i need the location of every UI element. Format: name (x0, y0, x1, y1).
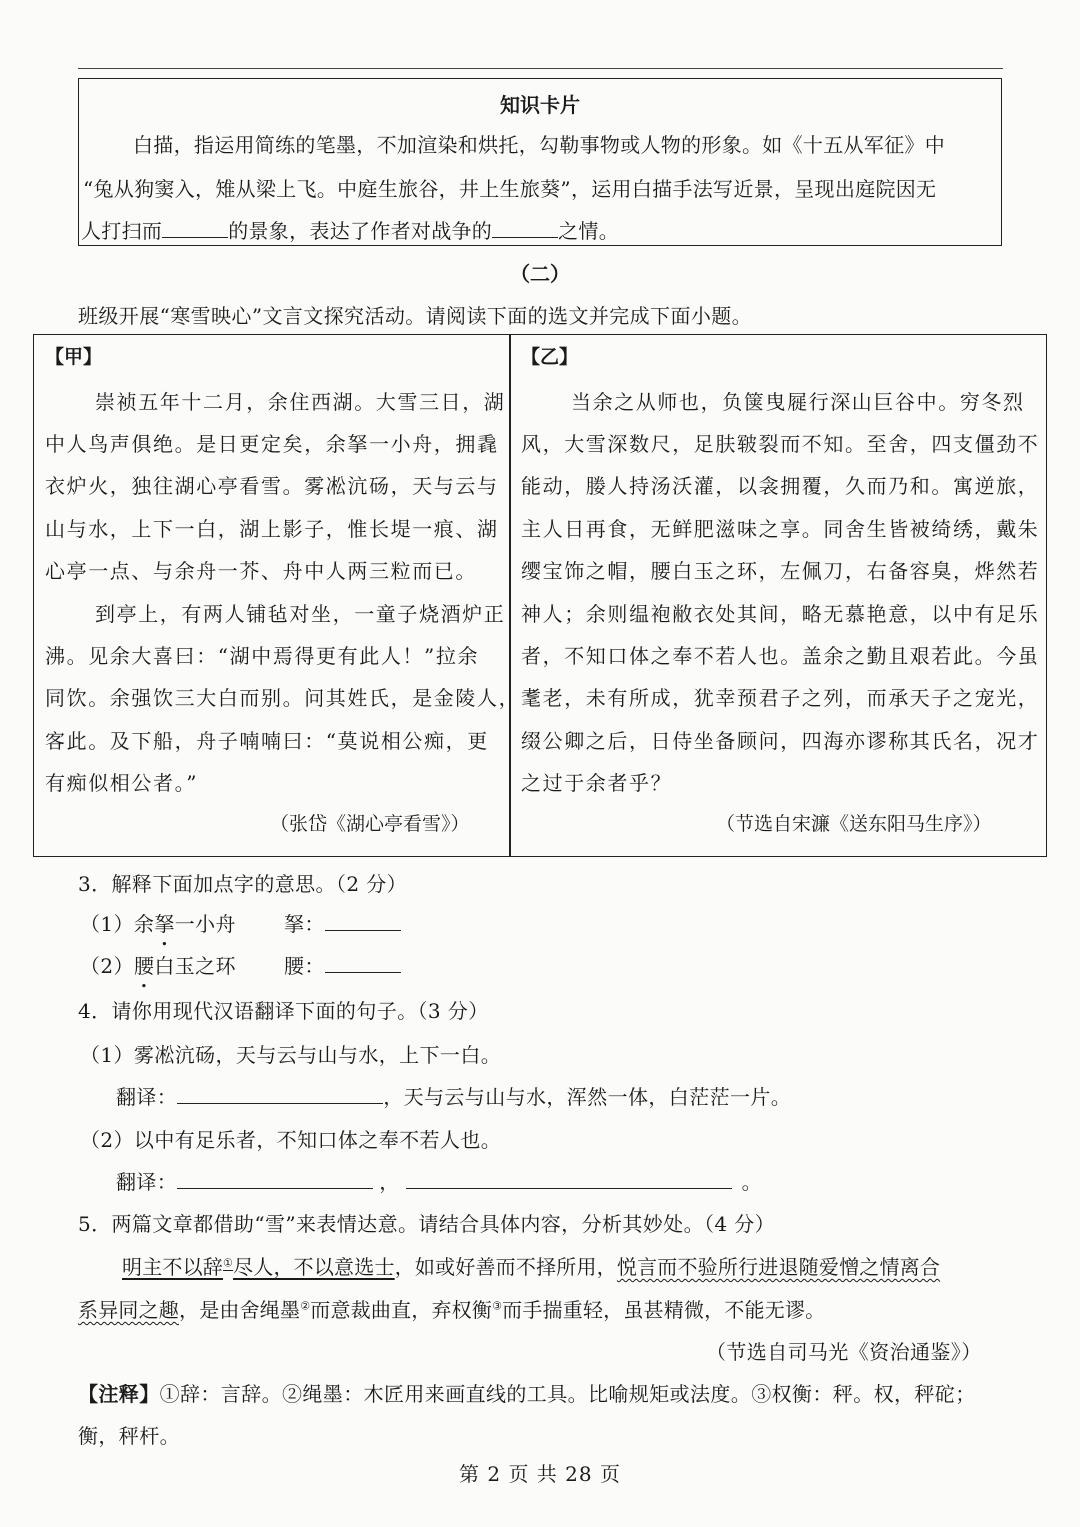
knowledge-card-line-3-a: 人打扫而 (81, 219, 163, 243)
passage-jia-tag: 【甲】 (45, 346, 103, 368)
passages-divider (509, 334, 511, 857)
passage-yi-line: 当余之从师也，负箧曳屣行深山巨谷中。穷冬烈 (571, 390, 1025, 414)
q3-answer-2 (284, 950, 401, 979)
q3-title: 3．解释下面加点字的意思。（2 分） (78, 872, 408, 896)
passage-jia-line: 到亭上，有两人铺毡对坐，一童子烧酒炉正 (95, 602, 506, 626)
q5-underlined-text: 尽人，不以意选士 (233, 1255, 395, 1279)
page-footer: 第 2 页 共 28 页 (459, 1462, 621, 1486)
q5-passage-text: ，如或好善而不择所用， (394, 1255, 617, 1279)
q3-answer-1 (284, 908, 401, 937)
q3-item-2-pre: （2） (80, 954, 134, 978)
q4-translation-2-label: 翻译： (116, 1170, 178, 1194)
q5-wavy-underlined-text: 悦言而不验所行进退随爱憎之情离合 (616, 1255, 941, 1279)
q4-translation-1-tail: ，天与云与山与水，浑然一体，白茫茫一片。 (383, 1085, 792, 1109)
passage-jia-line: 沸。见余大喜曰：“湖中焉得更有此人！”拉余 (45, 644, 480, 668)
q3-answer-1-label: 拏： (284, 912, 325, 936)
answer-blank[interactable] (177, 1170, 373, 1189)
passage-yi-line: 主人日再食，无鲜肥滋味之享。同舍生皆被绮绣，戴朱 (521, 517, 1040, 541)
q4-translation-1 (116, 1081, 791, 1110)
passage-jia-line: 同饮。余强饮三大白而别。问其姓氏，是金陵人， (45, 686, 521, 710)
q5-notes-line-1 (78, 1378, 976, 1407)
passage-jia-line: 有痴似相公者。” (45, 771, 199, 795)
answer-blank[interactable] (162, 219, 228, 238)
passage-yi-line: 风，大雪深数尺，足肤皲裂而不知。至舍，四支僵劲不 (521, 432, 1040, 456)
passage-yi-line: 神人；余则缊袍敝衣处其间，略无慕艳意，以中有足乐 (521, 602, 1040, 626)
passage-jia-source: （张岱《湖心亭看雪》） (270, 813, 470, 835)
answer-blank[interactable] (492, 219, 558, 238)
q3-item-2-dotted: 腰 (133, 954, 155, 978)
q5-footnote-mark: ① (223, 1256, 234, 1270)
passage-yi-line: 缨宝饰之帽，腰白玉之环，左佩刀，右备容臭，烨然若 (521, 559, 1040, 583)
q4-item-2: （2）以中有足乐者，不知口体之奉不若人也。 (80, 1128, 502, 1152)
passage-yi-source: （节选自宋濂《送东阳马生序》） (716, 813, 992, 835)
knowledge-card-line-3-c: 之情。 (558, 219, 620, 243)
knowledge-card-line-1: 白描，指运用简练的笔墨，不加渲染和烘托，勾勒事物或人物的形象。如《十五从军征》中 (133, 133, 945, 157)
q4-translation-1-label: 翻译： (116, 1085, 178, 1109)
q4-translation-2-period: 。 (741, 1170, 763, 1194)
q5-wavy-underlined-text: 系异同之趣 (78, 1298, 179, 1322)
q3-item-1 (80, 908, 236, 937)
q5-passage-text: 而手揣重轻，虽甚精微，不能无谬。 (502, 1298, 826, 1322)
passage-yi-line: 能动，媵人持汤沃灌，以衾拥覆，久而乃和。寓逆旅， (521, 474, 1040, 498)
q5-notes-line-2: 衡，秤杆。 (78, 1424, 180, 1448)
q5-passage-text: ，是由舍绳墨 (179, 1298, 301, 1322)
q3-item-1-pre: （1）余 (80, 912, 155, 936)
q3-item-1-dotted: 拏 (154, 912, 175, 936)
knowledge-card-line-2: “兔从狗窦入，雉从梁上飞。中庭生旅谷，井上生旅葵”，运用白描手法写近景，呈现出庭院因无 (83, 177, 937, 201)
q3-item-2-post: 白玉之环 (154, 954, 236, 978)
section-title: （二） (510, 262, 570, 286)
passage-jia-line: 心亭一点、与余舟一芥、舟中人两三粒而已。 (45, 559, 477, 583)
q3-answer-2-label: 腰： (284, 954, 325, 978)
knowledge-card-title: 知识卡片 (500, 93, 580, 117)
q5-passage-line-2 (78, 1294, 825, 1323)
q5-footnote-mark: ② (300, 1299, 311, 1313)
knowledge-card-line-3 (81, 215, 619, 244)
passage-jia-line: 客此。及下船，舟子喃喃曰：“莫说相公痴，更 (45, 729, 489, 753)
q4-translation-2-comma: ， (379, 1170, 400, 1194)
q5-passage-line-1 (122, 1251, 940, 1280)
answer-blank[interactable] (325, 912, 401, 931)
q4-title: 4．请你用现代汉语翻译下面的句子。（3 分） (78, 999, 489, 1023)
q3-item-1-post: 一小舟 (174, 912, 236, 936)
q3-item-2 (80, 950, 236, 979)
passage-jia-line: 崇祯五年十二月，余住西湖。大雪三日，湖 (95, 390, 506, 414)
passage-yi-line: 之过于余者乎？ (521, 771, 673, 795)
passage-jia-line: 衣炉火，独往湖心亭看雪。雾凇沆砀，天与云与 (45, 474, 499, 498)
section-intro: 班级开展“寒雪映心”文言文探究活动。请阅读下面的选文并完成下面小题。 (78, 304, 753, 328)
q5-underlined-text: 明主不以辞 (122, 1255, 223, 1279)
passage-jia-line: 中人鸟声俱绝。是日更定矣，余拏一小舟，拥毳 (45, 432, 499, 456)
answer-blank[interactable] (325, 954, 401, 973)
knowledge-card-line-3-b: 的景象，表达了作者对战争的 (228, 219, 493, 243)
q5-notes-text: ①辞：言辞。②绳墨：木匠用来画直线的工具。比喻规矩或法度。③权衡：秤。权，秤砣； (159, 1382, 976, 1406)
q5-title: 5．两篇文章都借助“雪”来表情达意。请结合具体内容，分析其妙处。（4 分） (78, 1212, 776, 1236)
q5-footnote-mark: ③ (492, 1299, 503, 1313)
q5-passage-text: 而意裁曲直，弃权衡 (310, 1298, 493, 1322)
q5-source: （节选自司马光《资治通鉴》） (706, 1340, 982, 1364)
passage-yi-line: 耄老，未有所成，犹幸预君子之列，而承天子之宠光， (521, 686, 1040, 710)
answer-blank[interactable] (177, 1085, 383, 1104)
q4-item-1: （1）雾凇沆砀，天与云与山与水，上下一白。 (80, 1043, 502, 1067)
answer-blank[interactable] (406, 1170, 732, 1189)
q5-notes-label: 【注释】 (78, 1382, 160, 1406)
passage-yi-line: 缀公卿之后，日侍坐备顾问，四海亦谬称其氏名，况才 (521, 729, 1040, 753)
q4-translation-2 (116, 1166, 762, 1195)
knowledge-card (78, 78, 1002, 246)
passage-yi-tag: 【乙】 (521, 346, 579, 368)
passage-yi-line: 者，不知口体之奉不若人也。盖余之勤且艰若此。今虽 (521, 644, 1040, 668)
passage-jia-line: 山与水，上下一白，湖上影子，惟长堤一痕、湖 (45, 517, 499, 541)
header-rule (78, 68, 1003, 69)
